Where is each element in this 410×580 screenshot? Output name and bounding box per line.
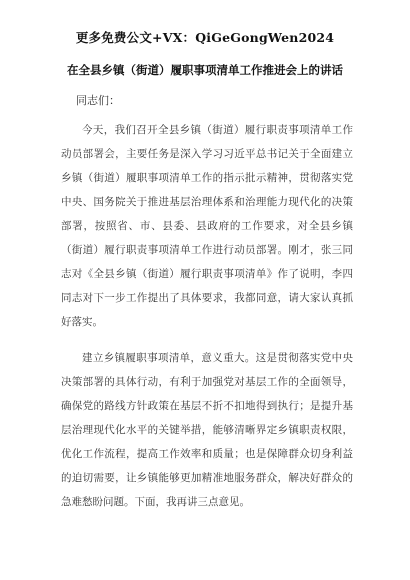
document-title: 在全县乡镇（街道）履职事项清单工作推进会上的讲话 [67,63,343,77]
paragraph-1: 今天，我们召开全县乡镇（街道）履行职责事项清单工作动员部署会，主要任务是深入学习习近平总书记关于全面建立乡镇（街道）履职事项清单工作的指示批示精神，贯彻落实党中央、国务院关于推进基层治理体系和治理能力现代化的决策部署，按照省、市、县委、县政府的工作要求，对全县乡镇（街道）履行职责事项清单工作进行动员部署。刚才，张三同志对《全县乡镇（街道）履行职责事项清单》作了说明，李四同志对下一步工作提出了具体要求，我都同意，请大家认真抓好落实。 [61,124,353,328]
salutation: 同志们： [76,94,120,107]
paragraph-2: 建立乡镇履职事项清单，意义重大。这是贯彻落实党中央决策部署的具体行动，有利于加强党对基层工作的全面领导，确保党的路线方针政策在基层不折不扣地得到执行；是提升基层治理现代化水平的关键举措，能够清晰界定乡镇职责权限，优化工作流程，提高工作效率和质量；也是保障群众切身利益的迫切需要，让乡镇能够更加精准地服务群众，解决好群众的急难愁盼问题。下面，我再讲三点意见。 [61,352,353,508]
promo-header: 更多免费公文+VX：QiGeGongWen2024 [75,30,335,45]
